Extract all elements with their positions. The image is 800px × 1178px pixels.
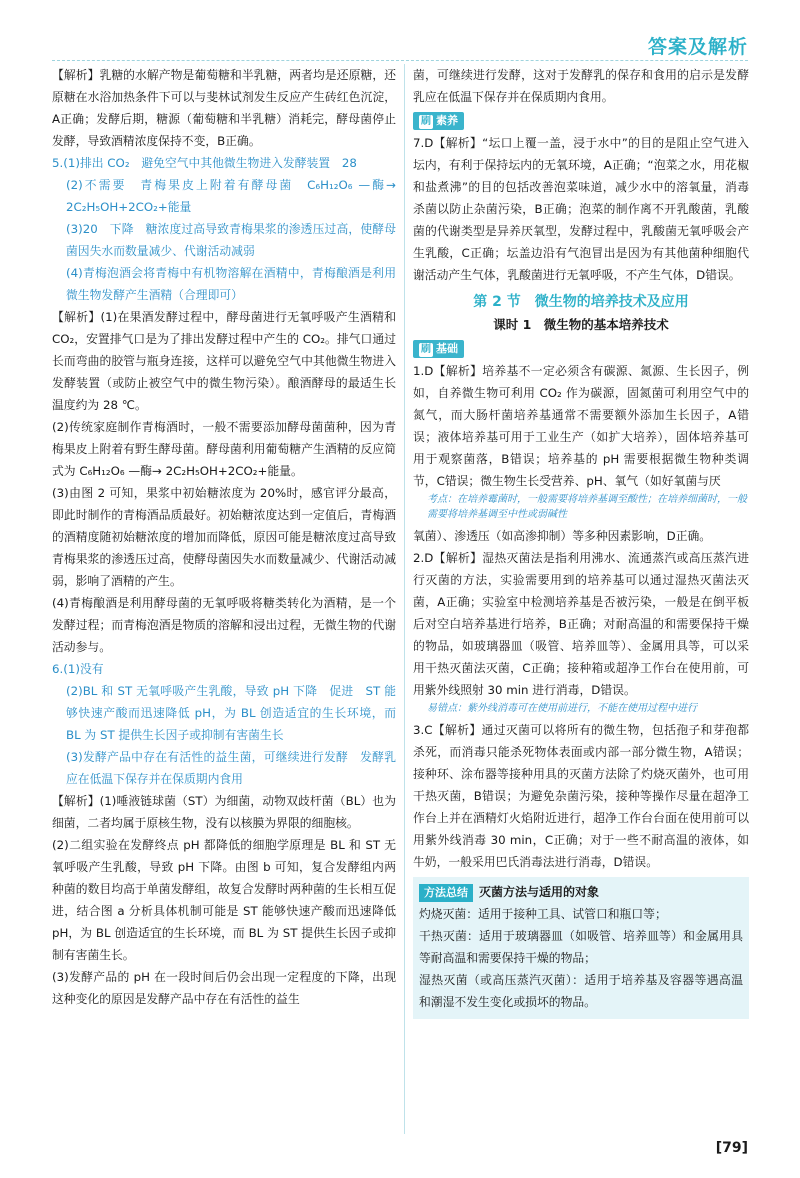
section-badge-jichu: 刷 基础 [413,340,464,358]
left-column [52,64,396,1010]
section-badge-suyang: 刷 素养 [413,112,464,130]
answer-5-1: 5.(1)排出 CO₂ 避免空气中其他微生物进入发酵装置 28 [52,156,357,170]
answer-5-4: (4)青梅泡酒会将青梅中有机物溶解在酒精中，青梅酿酒是利用微生物发酵产生酒精（合理即可） [66,266,396,302]
analysis-5-3: (3)由图 2 可知，果浆中初始糖浓度为 20%时，感官评分最高，即此时制作的青梅酒品质最好。初始糖浓度达到一定值后，青梅酒的酒精度随初始糖浓度的增加而降低，原因可能是糖浓度过高导致青梅果浆的渗透压过高，使酵母菌因失水而数量减少、代谢活动减弱，影响了酒精的产生。 [52,486,396,588]
answer-5-3: (3)20 下降 糖浓度过高导致青梅果浆的渗透压过高，使酵母菌因失水而数量减少、代谢活动减弱 [66,222,396,258]
header-divider [52,60,748,61]
method-title: 灭菌方法与适用的对象 [479,885,600,899]
method-item: 湿热灭菌（或高压蒸汽灭菌）：适用于培养基及容器等遇高温和潮湿不发生变化或损坏的物品。 [419,973,743,1009]
column-divider [404,64,405,1134]
analysis-6-1: 【解析】(1)唾液链球菌（ST）为细菌，动物双歧杆菌（BL）也为细菌，二者均属于原核生物，没有以核膜为界限的细胞核。 [52,794,396,830]
header-title: 答案及解析 [647,36,748,58]
answer-6-1: 6.(1)没有 [52,662,104,676]
answer-7: 7.D【解析】“坛口上覆一盖，浸于水中”的目的是阻止空气进入坛内，有利于保持坛内的无氧环境，A正确；“泡菜之水，用花椒和盐煮沸”的目的包括改善泡菜味道，减少水中的溶氧量，消毒杀菌以防止杂菌污染，B正确；泡菜的制作离不开乳酸菌，乳酸菌的代谢类型是异养厌氧型，发酵过程中，乳酸菌无氧呼吸会产生乳酸，C正确；坛盖边沿有气泡冒出是因为有其他菌种细胞代谢活动产生气体，乳酸菌进行无氧呼吸，不产生气体，D错误。 [413,136,749,282]
analysis-6-2: (2)二组实验在发酵终点 pH 都降低的细胞学原理是 BL 和 ST 无氧呼吸产生乳酸，导致 pH 下降。由图 b 可知，复合发酵组内两种菌的数目均高于单菌发酵组，故复合发酵时两种菌的生长相互促进，结合图 a 分析具体机制可能是 ST 能够快速产酸而迅速降低 pH，为 BL 创造适宜的生长环境，而 BL 为 ST 提供生长因子或抑制有害菌生长。 [52,838,396,962]
analysis-6-3-continued: 菌，可继续进行发酵，这对于发酵乳的保存和食用的启示是发酵乳应在低温下保存并在保质期内食用。 [413,68,749,104]
answer-1: 1.D【解析】培养基不一定必须含有碳源、氮源、生长因子，例如，自养微生物可利用 CO₂ 作为碳源，固氮菌可利用空气中的氮气，而大肠杆菌培养基通常不需要额外添加生长因子，A错误；液体培养基可用于工业生产（如扩大培养），固体培养基可用于观察菌落，B错误；培养基的 pH 需要根据微生物种类调节，C错误；微生物生长受营养、pH、氧气（如好氧菌与厌 [413,364,749,488]
method-item: 灼烧灭菌：适用于接种工具、试管口和瓶口等； [419,907,667,921]
error-point-note: 易错点：紫外线消毒可在使用前进行，不能在使用过程中进行 [427,703,697,714]
answer-5-2: (2)不需要 青梅果皮上附着有酵母菌 C₆H₁₂O₆ —酶→ 2C₂H₅OH+2CO₂+能量 [66,178,396,214]
analysis-5-2: (2)传统家庭制作青梅酒时，一般不需要添加酵母菌菌种，因为青梅果皮上附着有野生酵母菌。酵母菌利用葡萄糖产生酒精的反应简式为 C₆H₁₂O₆ —酶→ 2C₂H₅OH+2CO₂+能量。 [52,420,396,478]
right-column [413,64,749,1019]
answer-6-3: (3)发酵产品中存在有活性的益生菌，可继续进行发酵 发酵乳应在低温下保存并在保质期内食用 [66,750,396,786]
analysis-5-1: 【解析】(1)在果酒发酵过程中，酵母菌进行无氧呼吸产生酒精和 CO₂，安置排气口是为了排出发酵过程中产生的 CO₂。排气口通过长而弯曲的胶管与瓶身连接，这样可以避免空气中其他微生物进入发酵装置（或防止被空气中的微生物污染）。酿酒酵母的最适生长温度约为 28 ℃。 [52,310,396,412]
analysis-paragraph: 【解析】乳糖的水解产物是葡萄糖和半乳糖，两者均是还原糖，还原糖在水浴加热条件下可以与斐林试剂发生反应产生砖红色沉淀，A正确；发酵后期，糖源（葡萄糖和半乳糖）消耗完，酵母菌停止发酵，导致酒精浓度保持不变，B正确。 [52,68,396,148]
section-title: 第 2 节 微生物的培养技术及应用 [473,294,689,310]
brush-icon: 刷 [421,116,431,127]
method-item: 干热灭菌：适用于玻璃器皿（如吸管、培养皿等）和金属用具等耐高温和需要保持干燥的物品； [419,929,743,965]
exam-point-note: 考点：在培养霉菌时，一般需要将培养基调至酸性；在培养细菌时，一般需要将培养基调至中性或弱碱性 [427,494,747,520]
answer-1-continued: 氧菌）、渗透压（如高渗抑制）等多种因素影响，D正确。 [413,529,712,543]
method-badge: 方法总结 [419,884,473,902]
lesson-title: 课时 1 微生物的基本培养技术 [493,317,669,332]
answer-2: 2.D【解析】湿热灭菌法是指利用沸水、流通蒸汽或高压蒸汽进行灭菌的方法，实验需要用到的培养基可以通过湿热灭菌法灭菌，A正确；实验室中检测培养基是否被污染，一般是在倒平板后对空白培养基进行培养，B正确；对耐高温的和需要保持干燥的物品，如玻璃器皿（吸管、培养皿等）、金属用具等，可以采用干热灭菌法灭菌，C正确；接种箱或超净工作台在使用前，可用紫外线照射 30 min 进行消毒，D错误。 [413,551,749,697]
answer-3: 3.C【解析】通过灭菌可以将所有的微生物，包括孢子和芽孢都杀死，而消毒只能杀死物体表面或内部一部分微生物，A错误；接种环、涂布器等接种用具的灭菌方法除了灼烧灭菌外，也可用干热灭菌，B错误；为避免杂菌污染，接种等操作尽量在超净工作台上并在酒精灯火焰附近进行，超净工作台台面在使用前可以用紫外线消毒 30 min，C正确；对于一些不耐高温的液体，如牛奶，一般采用巴氏消毒法进行消毒，D错误。 [413,723,749,869]
method-summary-header [419,881,743,903]
page-number: [79] [715,1140,748,1156]
analysis-6-3: (3)发酵产品的 pH 在一段时间后仍会出现一定程度的下降，出现这种变化的原因是发酵产品中存在有活性的益生 [52,970,396,1006]
method-summary-box [413,877,749,1019]
brush-icon: 刷 [421,344,431,355]
analysis-5-4: (4)青梅酿酒是利用酵母菌的无氧呼吸将糖类转化为酒精，是一个发酵过程；而青梅泡酒是物质的溶解和浸出过程，无微生物的代谢活动参与。 [52,596,396,654]
answer-6-2: (2)BL 和 ST 无氧呼吸产生乳酸，导致 pH 下降 促进 ST 能够快速产酸而迅速降低 pH，为 BL 创造适宜的生长环境，而 BL 为 ST 提供生长因子或抑制有害菌生长 [66,684,396,742]
